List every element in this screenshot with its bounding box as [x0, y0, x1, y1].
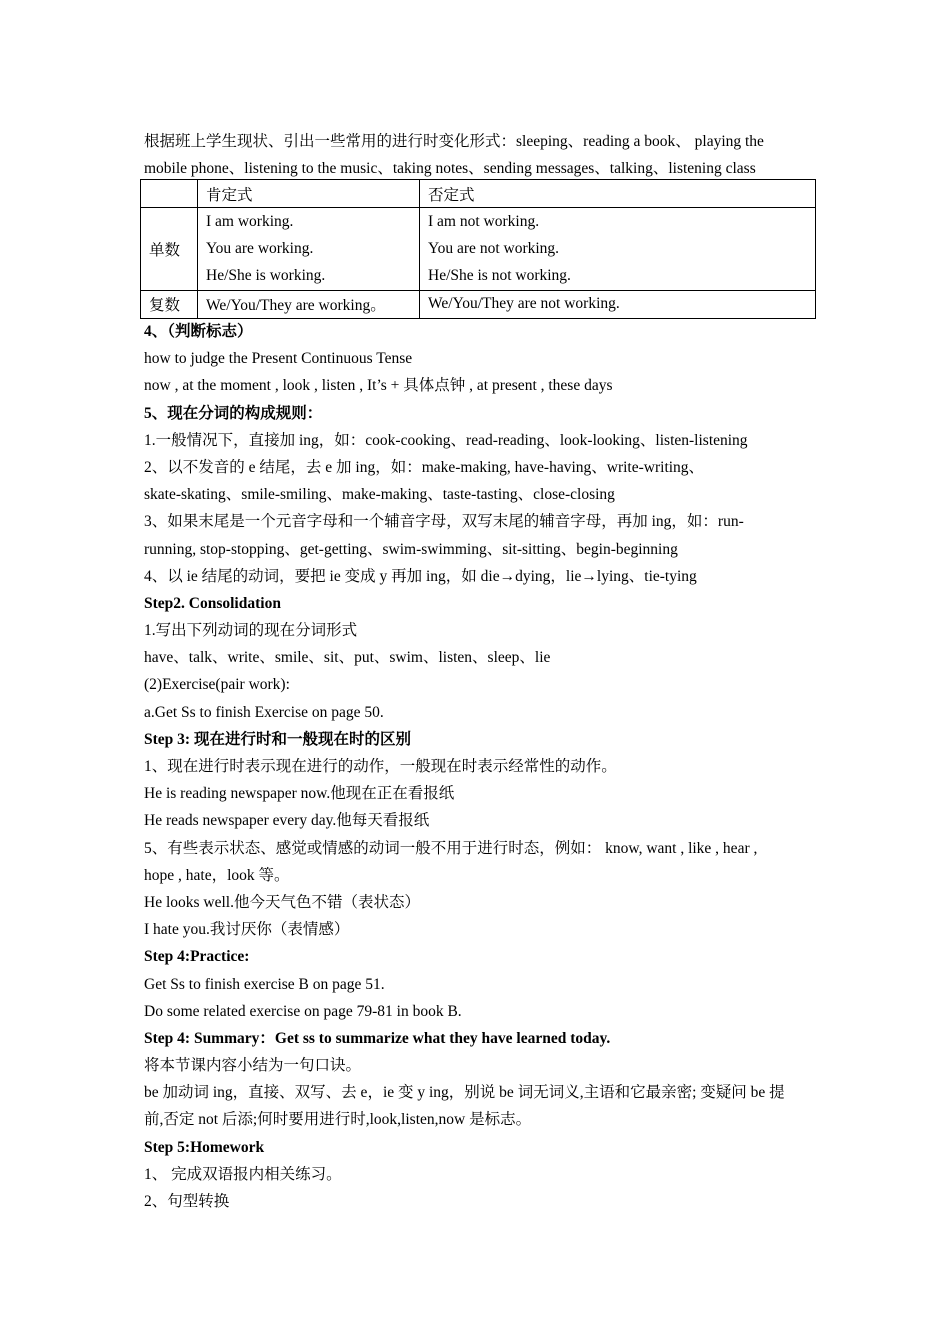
text-line: 5、有些表示状态、感觉或情感的动词一般不用于进行时态，例如： know, want , like , hear ,: [144, 839, 758, 857]
text-line: running, stop-stopping、get-getting、swim-swimming、sit-sitting、begin-beginning: [144, 540, 678, 558]
section-heading: 5、现在分词的构成规则：: [144, 404, 323, 422]
text-line: Do some related exercise on page 79-81 in book B.: [144, 1002, 462, 1020]
table-header-cell: [141, 180, 198, 208]
section-heading: Step 4:Practice:: [144, 948, 250, 966]
table-header-cell: 肯定式: [198, 180, 420, 208]
plural-negative-cell: We/You/They are not working.: [420, 290, 816, 318]
section-heading: Step 3: 现在进行时和一般现在时的区别: [144, 730, 411, 748]
text-line: 3、如果末尾是一个元音字母和一个辅音字母，双写末尾的辅音字母，再加 ing，如：run-: [144, 513, 744, 531]
table-cell-line: He/She is not working.: [428, 267, 571, 285]
plural-affirmative-cell: We/You/They are working。: [198, 290, 420, 318]
text-line: I hate you.我讨厌你（表情感）: [144, 921, 350, 939]
singular-label: 单数: [141, 208, 198, 291]
text-line: He is reading newspaper now.他现在正在看报纸: [144, 785, 455, 803]
section-heading: Step 5:Homework: [144, 1138, 265, 1156]
intro-paragraph: [144, 128, 810, 182]
section-heading: Step2. Consolidation: [144, 594, 281, 612]
text-line: 2、句型转换: [144, 1193, 230, 1210]
text-line: 将本节课内容小结为一句口诀。: [144, 1057, 362, 1075]
text-line: be 加动词 ing，直接、双写、去 e，ie 变 y ing，别说 be 词无词义,主语和它最亲密; 变疑问 be 提: [144, 1084, 785, 1102]
text-line: 1.写出下列动词的现在分词形式: [144, 622, 358, 640]
table-cell-line: You are not working.: [428, 240, 560, 258]
conjugation-table: [140, 179, 816, 319]
table-cell-line: You are working.: [206, 240, 314, 258]
lesson-body: [144, 318, 810, 1215]
text-line: have、talk、write、smile、sit、put、swim、listen、sleep、lie: [144, 649, 551, 667]
section-heading: 4、（判断标志）: [144, 323, 253, 340]
text-line: 1、现在进行时表示现在进行的动作，一般现在时表示经常性的动作。: [144, 758, 617, 775]
table-cell-line: I am not working.: [428, 213, 540, 230]
text-line: 1、 完成双语报内相关练习。: [144, 1165, 342, 1183]
intro-line: 根据班上学生现状、引出一些常用的进行时变化形式：sleeping、reading a book、 playing the: [144, 133, 764, 150]
singular-negative-cell: [420, 208, 816, 291]
table-row-plural: [141, 290, 816, 318]
singular-affirmative-cell: [198, 208, 420, 291]
intro-line: mobile phone、listening to the music、taking notes、sending messages、talking、listening class: [144, 160, 756, 178]
text-line: 4、以 ie 结尾的动词，要把 ie 变成 y 再加 ing，如 die→dying，lie→lying、tie-tying: [144, 567, 697, 585]
table-header-cell: 否定式: [420, 180, 816, 208]
text-line: (2)Exercise(pair work):: [144, 676, 290, 694]
table-cell-line: He/She is working.: [206, 267, 326, 285]
text-line: 2、以不发音的 e 结尾，去 e 加 ing，如：make-making, have-having、write-writing、: [144, 458, 705, 476]
text-line: 1.一般情况下，直接加 ing，如：cook-cooking、read-reading、look-looking、listen-listening: [144, 431, 748, 449]
table-row-singular: [141, 208, 816, 291]
section-heading: Step 4: Summary：Get ss to summarize what they have learned today.: [144, 1029, 611, 1047]
text-line: 前,否定 not 后添;何时要用进行时,look,listen,now 是标志。: [144, 1111, 532, 1129]
plural-label: 复数: [141, 290, 198, 318]
text-line: skate-skating、smile-smiling、make-making、taste-tasting、close-closing: [144, 486, 615, 504]
text-line: now , at the moment , look , listen , It’s + 具体点钟 , at present , these days: [144, 377, 613, 395]
text-line: He looks well.他今天气色不错（表状态）: [144, 893, 420, 911]
table-header-row: [141, 180, 816, 208]
text-line: He reads newspaper every day.他每天看报纸: [144, 812, 430, 830]
table-cell-line: I am working.: [206, 213, 294, 230]
text-line: how to judge the Present Continuous Tense: [144, 350, 413, 368]
text-line: Get Ss to finish exercise B on page 51.: [144, 975, 385, 993]
text-line: hope , hate，look 等。: [144, 866, 290, 884]
text-line: a.Get Ss to finish Exercise on page 50.: [144, 703, 384, 721]
